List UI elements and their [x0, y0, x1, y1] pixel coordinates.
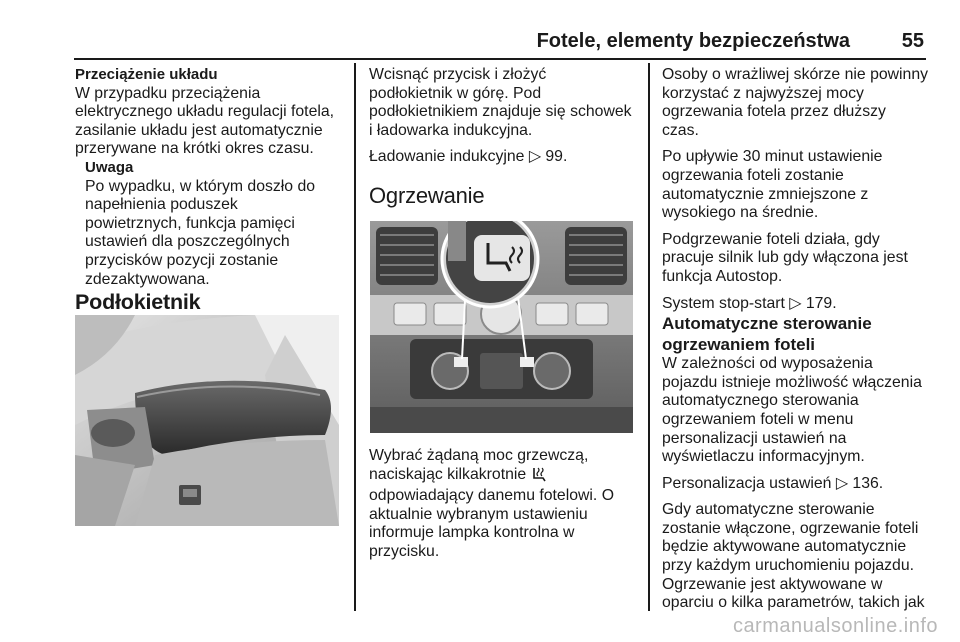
auto-line: wyświetlaczu informacyjnym.	[662, 448, 865, 466]
intro-line: podłokietnik w górę. Pod	[369, 84, 542, 102]
column-right	[662, 66, 932, 613]
note-line: ustawień dla poszczególnych	[85, 233, 290, 251]
works-line: pracuje silnik lub gdy włączona jest	[662, 249, 908, 267]
stopstart-ref-text: System stop-start	[662, 294, 785, 312]
sensitive-line: Osoby o wrażliwej skórze nie powinny	[662, 66, 929, 83]
overload-line: elektrycznego układu regulacji fotela,	[75, 103, 335, 121]
works-line: Podgrzewanie foteli działa, gdy	[662, 230, 880, 248]
after30-line: ogrzewania foteli zostanie	[662, 166, 844, 184]
column-left	[75, 66, 343, 526]
page-reference-arrow-icon: ▷	[789, 294, 802, 312]
armrest-heading: Podłokietnik	[75, 290, 201, 315]
auto-line: W zależności od wyposażenia	[662, 355, 873, 373]
active-line: zostanie włączone, ogrzewanie foteli	[662, 519, 919, 537]
intro-line: podłokietnikiem znajduje się schowek	[369, 103, 632, 121]
page-reference-arrow-icon: ▷	[835, 474, 849, 492]
charging-ref-page: 99.	[545, 148, 568, 166]
sensitive-line: ogrzewania fotela przez dłuższy	[662, 103, 886, 121]
overload-line: zasilanie układu jest automatycznie	[75, 121, 323, 139]
armrest-photo	[75, 315, 339, 526]
auto-line: personalizacji ustawień na	[662, 429, 847, 447]
note-line: powietrznych, funkcja pamięci	[85, 214, 295, 232]
select-line: informuje lampka kontrolna w	[369, 524, 575, 542]
note-line: przycisków pozycji zostanie	[85, 251, 279, 269]
auto-heating-heading	[662, 313, 932, 355]
charging-reference	[369, 148, 639, 167]
heating-heading: Ogrzewanie	[369, 182, 485, 208]
active-line: Ogrzewanie jest aktywowane w	[662, 575, 883, 593]
select-line: Wybrać żądaną moc grzewczą,	[369, 446, 589, 464]
after30-line: automatycznie zmniejszone z	[662, 185, 869, 203]
personal-ref-text: Personalizacja ustawień	[662, 474, 832, 492]
active-line: oparciu o kilka parametrów, takich jak	[662, 594, 925, 612]
seat-heating-icon	[531, 466, 547, 488]
note-line: zdezaktywowana.	[85, 270, 210, 288]
page-number: 55	[901, 30, 924, 52]
works-line: funkcja Autostop.	[662, 267, 783, 285]
note-line: napełnienia poduszek	[85, 196, 238, 214]
personalization-reference	[662, 475, 932, 494]
stopstart-reference	[662, 295, 932, 314]
auto-heading-line: ogrzewaniem foteli	[662, 335, 816, 355]
note-heading: Uwaga	[85, 158, 134, 176]
overload-heading: Przeciążenie układu	[75, 66, 218, 83]
watermark: carmanualsonline.info	[732, 615, 938, 637]
auto-line: pojazdu istnieje możliwość włączenia	[662, 373, 922, 391]
column-middle	[369, 66, 639, 562]
after30-line: wysokiego na średnie.	[662, 204, 819, 222]
column-divider-right	[648, 63, 650, 611]
overload-line: przerywane na krótki okres czasu.	[75, 140, 314, 158]
select-line-with-icon	[369, 466, 639, 488]
note-line: Po wypadku, w którym doszło do	[85, 177, 316, 195]
note-block	[85, 159, 343, 289]
active-line: Gdy automatyczne sterowanie	[662, 501, 875, 519]
select-line-text: naciskając kilkakrotnie	[369, 465, 527, 483]
select-line: przycisku.	[369, 542, 440, 560]
personal-ref-page: 136.	[852, 474, 884, 492]
sensitive-line: czas.	[662, 121, 699, 139]
auto-line: ogrzewaniem foteli w menu	[662, 410, 854, 428]
auto-line: automatycznego sterowania	[662, 392, 859, 410]
page-header-title: Fotele, elementy bezpieczeństwa	[536, 30, 850, 52]
heating-controls-photo	[370, 221, 633, 433]
active-line: będzie aktywowane automatycznie	[662, 538, 907, 556]
page-reference-arrow-icon: ▷	[528, 148, 541, 166]
after30-line: Po upływie 30 minut ustawienie	[662, 148, 883, 166]
select-line: aktualnie wybranym ustawieniu	[369, 505, 588, 523]
auto-heading-line: Automatyczne sterowanie	[662, 314, 872, 334]
sensitive-line: korzystać z najwyższej mocy	[662, 84, 864, 102]
intro-line: Wcisnąć przycisk i złożyć	[369, 66, 547, 83]
column-divider-left	[354, 63, 356, 611]
charging-ref-text: Ładowanie indukcyjne	[369, 148, 525, 166]
select-line: odpowiadający danemu fotelowi. O	[369, 487, 614, 505]
stopstart-ref-page: 179.	[805, 294, 837, 312]
intro-line: i ładowarka indukcyjna.	[369, 121, 533, 139]
overload-line: W przypadku przeciążenia	[75, 84, 261, 102]
active-line: przy każdym uruchomieniu pojazdu.	[662, 557, 914, 575]
header-rule	[74, 58, 926, 60]
